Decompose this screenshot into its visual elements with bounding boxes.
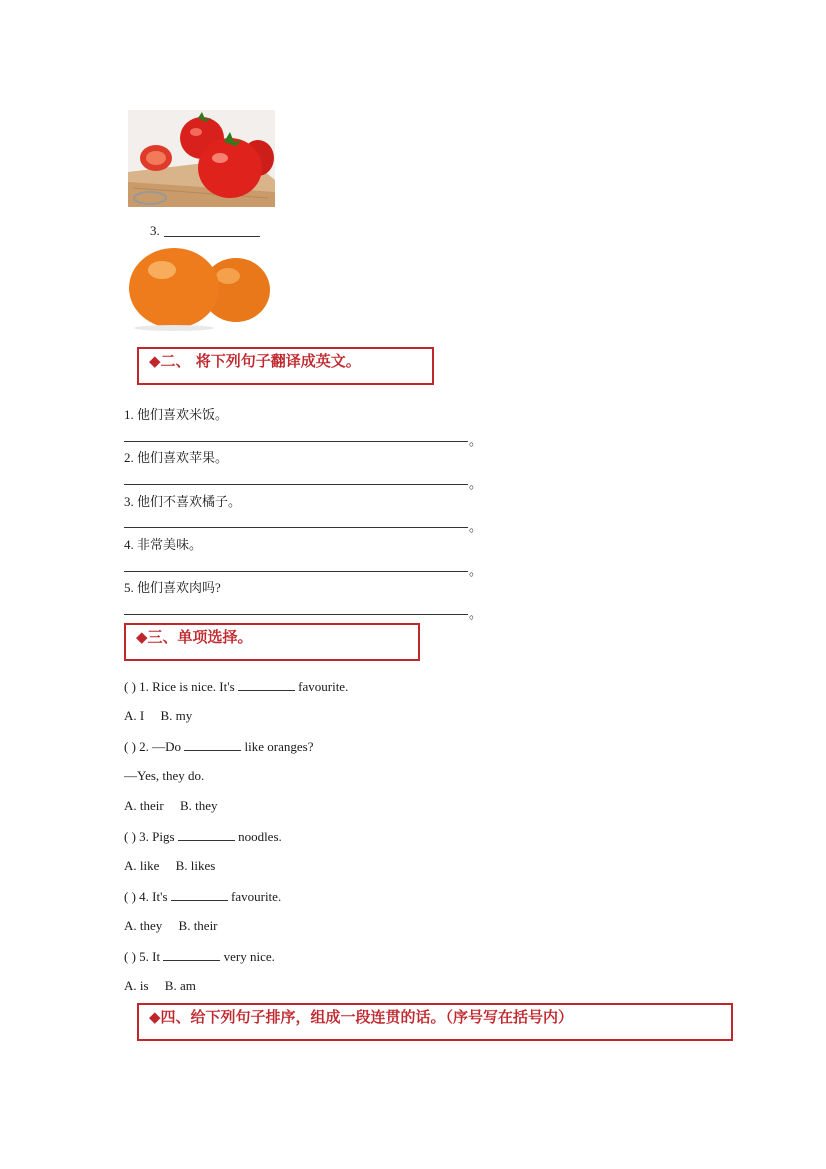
item-number: 3. <box>150 223 160 238</box>
answer-line-4[interactable] <box>124 571 468 572</box>
period-mark: 。 <box>469 433 483 448</box>
question-stem-end: like oranges? <box>244 739 314 754</box>
section-2-title: ◆二、 将下列句子翻译成英文。 <box>149 352 361 370</box>
section-4-header <box>137 1003 733 1041</box>
question-stem: ( ) 3. Pigs <box>124 829 175 844</box>
question-2 <box>124 738 314 755</box>
question-stem-end: favourite. <box>298 679 349 694</box>
period-mark: 。 <box>469 476 483 491</box>
orange-image <box>128 244 271 332</box>
answer-line-1[interactable] <box>124 441 468 442</box>
answer-blank[interactable] <box>164 224 260 237</box>
answer-blank[interactable] <box>238 678 295 691</box>
question-2-options: A. their B. they <box>124 798 218 813</box>
question-stem: ( ) 5. It <box>124 949 161 964</box>
period-mark: 。 <box>469 563 483 578</box>
answer-line-2[interactable] <box>124 484 468 485</box>
question-3 <box>124 828 282 845</box>
answer-blank[interactable] <box>163 948 220 961</box>
translate-sentence-3: 3. 他们不喜欢橘子。 <box>124 494 242 509</box>
question-1 <box>124 678 348 695</box>
answer-blank[interactable] <box>178 828 235 841</box>
question-stem-end: noodles. <box>238 829 282 844</box>
section-3-header <box>124 623 420 661</box>
section-3-title: ◆三、单项选择。 <box>136 628 253 646</box>
answer-line-3[interactable] <box>124 527 468 528</box>
period-mark: 。 <box>469 519 483 534</box>
question-5 <box>124 948 275 965</box>
tomato-image <box>128 110 275 207</box>
translate-sentence-5: 5. 他们喜欢肉吗? <box>124 580 221 595</box>
translate-sentence-1: 1. 他们喜欢米饭。 <box>124 407 229 422</box>
question-5-options: A. is B. am <box>124 978 196 993</box>
translate-sentence-4: 4. 非常美味。 <box>124 537 203 552</box>
question-stem-end: favourite. <box>231 889 282 904</box>
answer-blank[interactable] <box>184 738 241 751</box>
answer-blank[interactable] <box>171 888 228 901</box>
question-1-options: A. I B. my <box>124 708 193 723</box>
period-mark: 。 <box>469 606 483 621</box>
question-stem: ( ) 4. It's <box>124 889 168 904</box>
answer-line-5[interactable] <box>124 614 468 615</box>
question-stem: ( ) 1. Rice is nice. It's <box>124 679 235 694</box>
question-4-options: A. they B. their <box>124 918 218 933</box>
question-2-reply: —Yes, they do. <box>124 768 205 783</box>
question-stem: ( ) 2. —Do <box>124 739 182 754</box>
section-2-header <box>137 347 434 385</box>
question-4 <box>124 888 281 905</box>
section-4-title: ◆四、给下列句子排序，组成一段连贯的话。（序号写在括号内） <box>149 1008 574 1026</box>
question-stem-end: very nice. <box>223 949 275 964</box>
translate-sentence-2: 2. 他们喜欢苹果。 <box>124 450 229 465</box>
question-3-options: A. like B. likes <box>124 858 216 873</box>
